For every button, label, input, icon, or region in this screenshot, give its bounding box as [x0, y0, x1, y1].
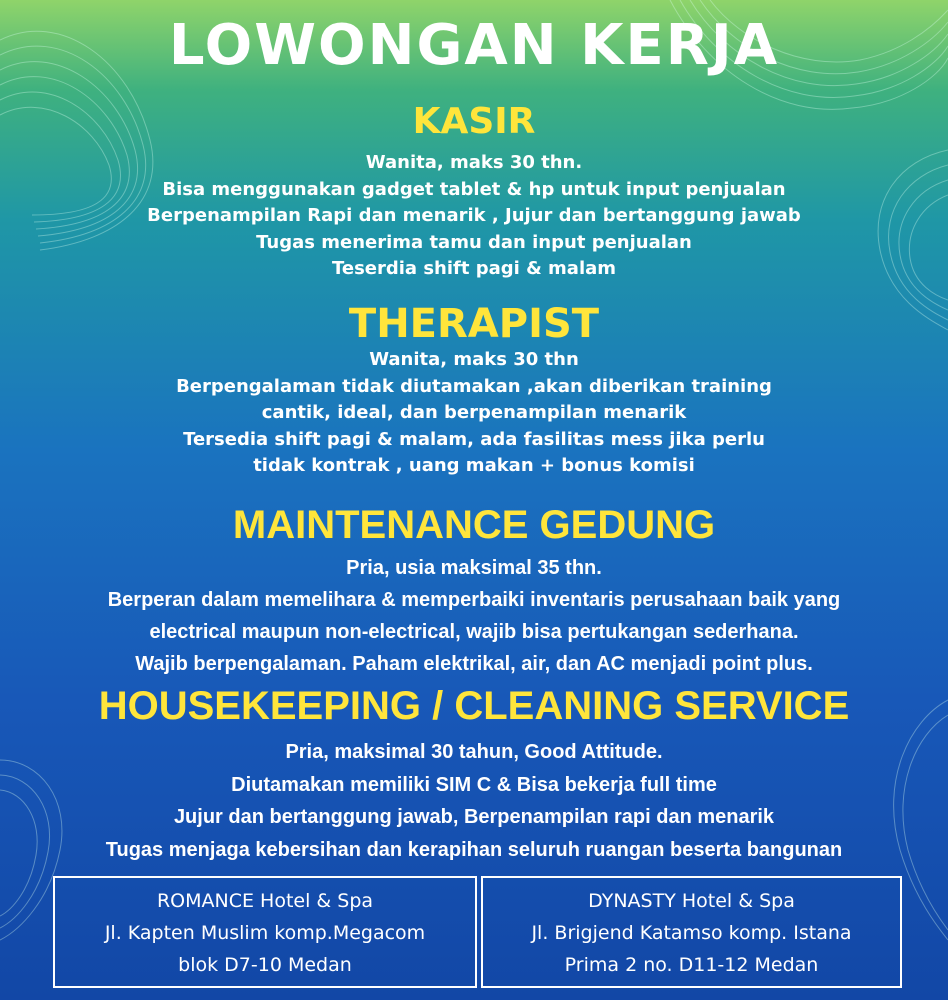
requirement-line: Wajib berpengalaman. Paham elektrikal, air, dan AC menjadi point plus. — [135, 653, 813, 675]
location-address: Jl. Brigjend Katamso komp. Istana — [531, 922, 852, 944]
section-heading-kasir: KASIR — [412, 101, 536, 142]
requirement-line: Wanita, maks 30 thn. — [365, 152, 583, 173]
location-box-romance — [53, 876, 477, 988]
requirement-line: Tersedia shift pagi & malam, ada fasilitas mess jika perlu — [183, 428, 765, 450]
section-lines-maintenance — [0, 552, 948, 680]
requirement-line: Wanita, maks 30 thn — [369, 349, 579, 370]
section-heading-housekeeping: HOUSEKEEPING / CLEANING SERVICE — [98, 684, 850, 728]
poster-title: LOWONGAN KERJA — [168, 13, 780, 78]
requirement-line: electrical maupun non-electrical, wajib bisa pertukangan sederhana. — [149, 621, 799, 643]
location-address: Prima 2 no. D11-12 Medan — [564, 954, 819, 976]
section-lines-therapist — [0, 347, 948, 480]
requirement-line: Bisa menggunakan gadget tablet & hp untuk input penjualan — [162, 178, 786, 200]
requirement-line: Tugas menjaga kebersihan dan kerapihan seluruh ruangan beserta bangunan — [105, 838, 843, 861]
location-boxes — [53, 876, 902, 988]
section-lines-housekeeping — [0, 736, 948, 866]
requirement-line: Pria, usia maksimal 35 thn. — [346, 557, 602, 579]
requirement-line: Berpengalaman tidak diutamakan ,akan diberikan training — [176, 375, 772, 397]
section-lines-kasir — [0, 150, 948, 283]
requirement-line: Teserdia shift pagi & malam — [331, 258, 617, 279]
requirement-line: Tugas menerima tamu dan input penjualan — [256, 231, 692, 253]
location-name: DYNASTY Hotel & Spa — [588, 890, 795, 912]
location-name: ROMANCE Hotel & Spa — [156, 890, 374, 912]
location-box-dynasty — [481, 876, 902, 988]
location-address: blok D7-10 Medan — [178, 954, 352, 976]
section-heading-therapist: THERAPIST — [348, 301, 600, 347]
requirement-line: Berpenampilan Rapi dan menarik , Jujur dan bertanggung jawab — [147, 205, 801, 226]
requirement-line: Pria, maksimal 30 tahun, Good Attitude. — [285, 741, 663, 763]
section-heading-maintenance: MAINTENANCE GEDUNG — [232, 503, 716, 547]
requirement-line: Diutamakan memiliki SIM C & Bisa bekerja full time — [231, 773, 717, 796]
requirement-line: Berperan dalam memelihara & memperbaiki inventaris perusahaan baik yang — [107, 589, 841, 611]
requirement-line: tidak kontrak , uang makan + bonus komisi — [253, 455, 695, 476]
requirement-line: cantik, ideal, dan berpenampilan menarik — [261, 402, 687, 423]
requirement-line: Jujur dan bertanggung jawab, Berpenampilan rapi dan menarik — [173, 806, 775, 828]
location-address: Jl. Kapten Muslim komp.Megacom — [104, 922, 426, 944]
